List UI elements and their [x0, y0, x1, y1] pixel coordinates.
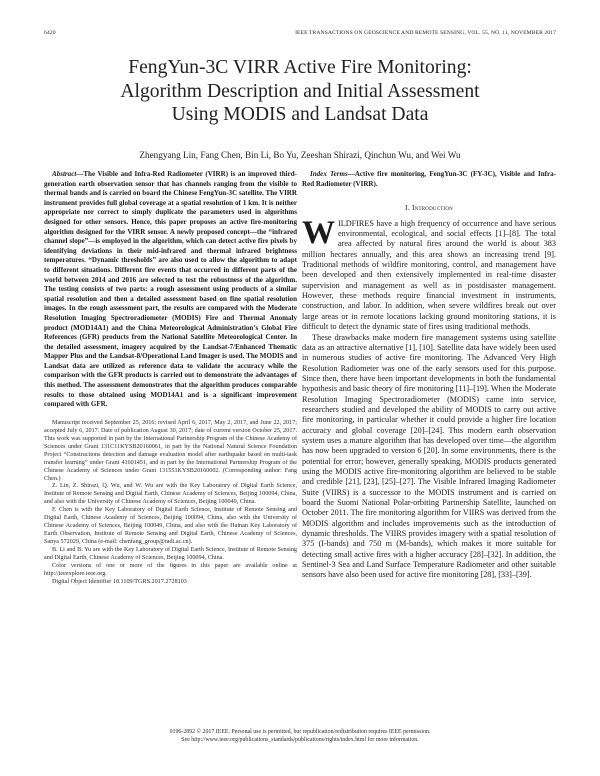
footnote-affiliation: F. Chen is with the Key Laboratory of Digital Earth Science, Institute of Remote Sensing and Digital Earth, Chinese Academy of Sciences, Beijing 100094, China, also with the University of Chinese Academy of Sciences, Beijing 100049, China, and also with the Hainan Key Laboratory of Earth Observation, Institute of Remote Sensing and Digital Earth, Chinese Academy of Sciences, Sanya 572029, China (e-mail: chenfang_group@radi.ac.cn).: [44, 507, 297, 546]
title-line: Algorithm Description and Initial Assessment: [120, 80, 480, 102]
index-terms-label: Index Terms: [310, 170, 348, 178]
abstract: [44, 170, 297, 410]
index-terms: [302, 170, 556, 189]
footnote-doi: Digital Object Identifier 10.1109/TGRS.2017.2728103: [52, 578, 187, 585]
left-column: [44, 170, 297, 587]
section-heading: [302, 203, 556, 213]
intro-paragraph-2: These drawbacks make modern fire management systems using satellite data as an attractive alternative [1], [10]. Satellite data have widely been used in numerous studies of active fire monitoring. The Advanced Very High Resolution Radiometer was one of the early sensors used for this purpose. Since then, there have been important developments in both the fundamental hypothesis and basic theory of fire monitoring [11]–[19]. When the Moderate Resolution Imaging Spectroradiometer (MODIS) came into service, researchers studied and developed the ability of MODIS to carry out active fire monitoring, in particular whether it could provide a higher fire location accuracy and global coverage [20]–[24]. This modern earth observation system uses a mature algorithm that has developed over time—the algorithm has now been upgraded to version 6 [20]. In some environments, there is the potential for error; however, generally speaking, MODIS products generated using the MODIS active fire-monitoring algorithm are believed to be stable and credible [21], [23], [25]–[27]. The Visible Infrared Imaging Radiometer Suite (VIIRS) is a successor to the MODIS instrument and is carried on board the Suomi National Polar-orbiting Partnership Satellite, launched on October 2011. The fire monitoring algorithm for VIIRS was derived from the MODIS algorithm and includes improvements such as the introduction of dynamic thresholds. The VIIRS provides imagery with a spatial resolution of 375 (I-bands) and 750 m (M-bands), which makes it more suitable for detecting small active fires with a higher accuracy [28]–[32]. In addition, the Sentinel-3 Sea and Land Surface Temperature Radiometer and other suitable sensors have also been used for active fire monitoring [28], [33]–[39].: [302, 332, 556, 580]
copyright-link-line: See http://www.ieee.org/publications_standards/publications/rights/index.html for more information.: [181, 737, 419, 743]
footnote-manuscript: Manuscript received September 25, 2016; revised April 6, 2017, May 2, 2017, and June 22, 2017; accepted July 6, 2017. Date of publication August 30, 2017; date of current version October 25, 2017. This work was supported in part by the International Partnership Program of the Chinese Academy of Sciences under Grant 131C11KYSB20160061, in part by the National Natural Science Foundation Project “Constructions detection and damage evaluation model after earthquake based on multi-task transfer learning” under Grant 41601451, and in part by the International Partnership Program of the Chinese Academy of Sciences under Grant 131551KYSB20160002. (Corresponding author: Fang Chen.): [44, 419, 297, 482]
title-line: Using MODIS and Landsat Data: [171, 104, 429, 125]
index-terms-text: —Active fire monitoring, FengYun-3C (FY-3C), Visible and Infra-Red Radiometer (VIRR).: [302, 170, 557, 188]
footnotes: [44, 420, 297, 587]
section-number: I.: [405, 203, 410, 213]
right-column: [302, 170, 556, 581]
footnote-affiliation: Z. Lin, Z. Shirazi, Q. Wu, and W. Wu are with the Key Laboratory of Digital Earth Science, Institute of Remote Sensing and Digital Earth, Chinese Academy of Sciences, Beijing 100094, China, and also with the University of Chinese Academy of Sciences, Beijing 100049, China.: [44, 483, 297, 506]
page-number: 6420: [44, 30, 56, 36]
running-head: [44, 30, 556, 40]
paragraph-text: have a high frequency of occurrence and have serious environmental, ecological, and social effects [1]–[8]. The total area affected by natural fires around the world is about 383 million hectares annually, and this area shows an increasing trend [9]. Traditional methods of wildfire monitoring, control, and management have been developed and then extensively implemented in real-time disaster supervision and management as well as in postdisaster management. However, these methods require financial investment in instruments, construction, and labor. In addition, when severe wildfires break out over large areas or in remote locations lacking ground monitoring stations, it is difficult to detect the dynamic state of fires using traditional methods.: [302, 218, 556, 332]
journal-header: IEEE TRANSACTIONS ON GEOSCIENCE AND REMOTE SENSING, VOL. 55, NO. 11, NOVEMBER 2017: [295, 30, 556, 36]
paper-title: [30, 56, 570, 127]
first-word: ILDFIRES: [338, 218, 374, 228]
copyright-line: 0196-2892 © 2017 IEEE. Personal use is permitted, but republication/redistribution requires IEEE permission.: [169, 729, 431, 735]
copyright-notice: [30, 728, 570, 744]
drop-cap: W: [302, 214, 335, 251]
title-line: FengYun-3C VIRR Active Fire Monitoring:: [128, 57, 472, 78]
abstract-label: Abstract: [52, 170, 77, 178]
footnote-affiliation: B. Li and B. Yu are with the Key Laboratory of Digital Earth Science, Institute of Remote Sensing and Digital Earth, Chinese Academy of Sciences, Beijing 100094, China.: [44, 547, 297, 562]
author-list: Zhengyang Lin, Fang Chen, Bin Li, Bo Yu, Zeeshan Shirazi, Qinchun Wu, and Wei Wu: [139, 150, 461, 160]
footnote-color-versions: Color versions of one or more of the figures in this paper are available online at http://ieeexplore.ieee.org.: [44, 563, 297, 577]
section-title: Introduction: [411, 203, 453, 213]
intro-paragraph-1: [302, 214, 556, 333]
abstract-text: —The Visible and Infra-Red Radiometer (VIRR) is an improved third-generation earth observation sensor that has channels ranging from the visible to thermal bands and is carried on board the Chinese FengYun-3C satellite. The VIRR instrument provides full global coverage at a spatial resolution of 1 km. It is neither appropriate nor correct to simply duplicate the parameters used in algorithms designed for other sensors. Hence, this paper proposes an active fire-monitoring algorithm designed for the VIRR sensor. A newly proposed concept—the “infrared channel slope”—is employed in the algorithm, which can detect active fire pixels by identifying deviations in their mid-infrared and thermal infrared brightness temperatures. “Dynamic thresholds” are also used to allow the algorithm to adapt to different situations. Different fire events that occurred in different parts of the world between 2014 and 2016 are selected to test the robustness of the algorithm. The testing consists of two parts: a rough assessment using products of a similar spatial resolution and then a detailed assessment based on fine spatial resolution images. In the rough assessment part, the results are compared with the Moderate Resolution Imaging Spectroradiometer (MODIS) Fire and Thermal Anomaly product (MOD14A1) and the China Meteorological Administration’s Global Fire References (GFR) products from the National Satellite Meteorological Center. In the detailed assessment, imagery acquired by the Landsat-7/Enhanced Thematic Mapper Plus and the Landsat-8/Operational Land Imager is used. The MODIS and Landsat data are utilized as reference data to validate the accuracy while the comparison with the GFR products is carried out to demonstrate the advantages of this method. The assessment demonstrates that the algorithm produces comparable results to those obtained using MOD14A1 and is a significant improvement compared with GFR.: [44, 170, 297, 409]
